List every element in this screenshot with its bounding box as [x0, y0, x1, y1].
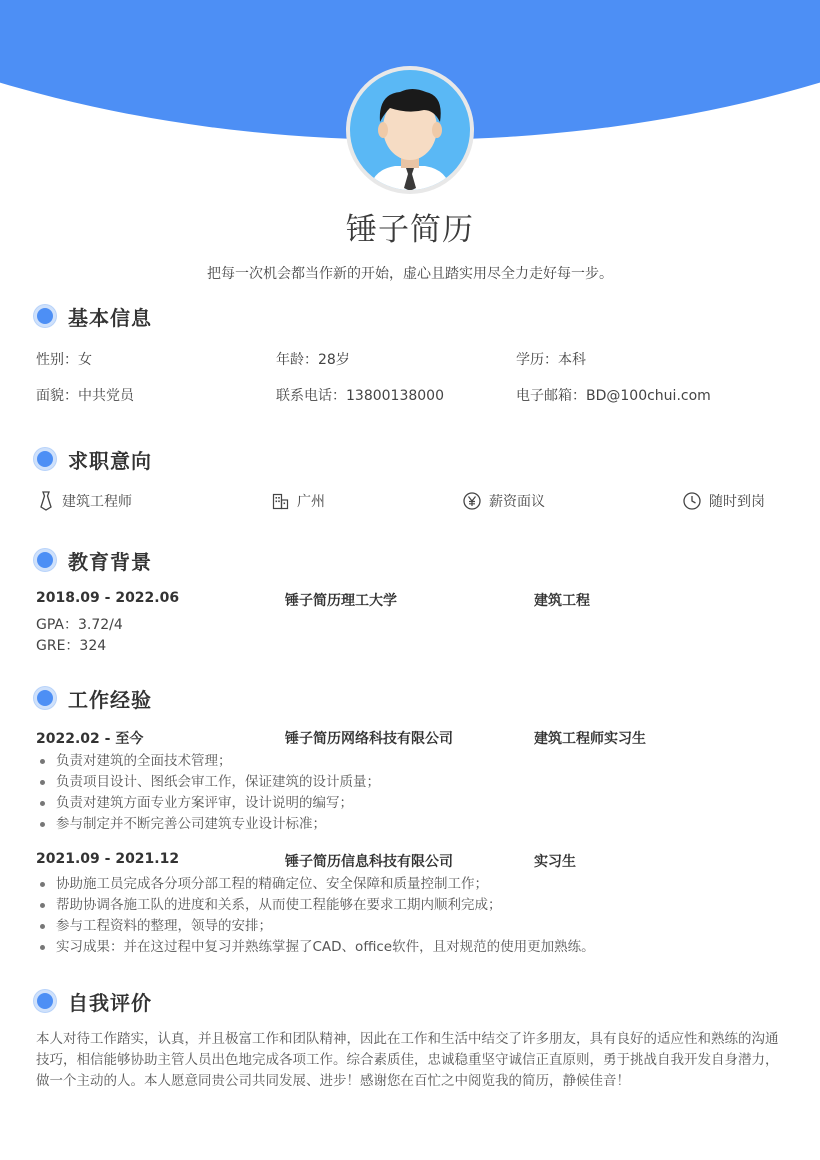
intent-position-text: 建筑工程师 — [62, 494, 132, 510]
gpa: GPA：3.72/4 — [36, 617, 123, 633]
yen-icon — [463, 492, 481, 510]
section-bullet-icon — [34, 990, 56, 1012]
duty-item: 参与制定并不断完善公司建筑专业设计标准； — [36, 814, 380, 835]
job-role: 实习生 — [534, 854, 576, 870]
job-period: 2021.09 - 2021.12 — [36, 851, 180, 867]
job-duties — [36, 874, 595, 958]
duty-item: 实习成果：并在这过程中复习并熟练掌握了CAD、office软件，且对规范的使用更加熟练。 — [36, 937, 595, 958]
duty-item: 参与工程资料的整理，领导的安排； — [36, 916, 595, 937]
job-role: 建筑工程师实习生 — [534, 731, 646, 747]
job-company: 锤子简历网络科技有限公司 — [285, 731, 453, 747]
political-status: 面貌：中共党员 — [36, 388, 134, 404]
duty-item: 负责对建筑的全面技术管理； — [36, 751, 380, 772]
building-icon — [272, 493, 289, 510]
duty-item: 负责项目设计、图纸会审工作，保证建筑的设计质量； — [36, 772, 380, 793]
section-self-eval — [34, 988, 152, 1014]
age: 年龄：28岁 — [276, 352, 350, 368]
section-bullet-icon — [34, 448, 56, 470]
self-evaluation-text: 本人对待工作踏实，认真，并且极富工作和团队精神，因此在工作和生活中结交了许多朋友，具有良好的适应性和熟练的沟通技巧，相信能够协助主管人员出色地完成各项工作。综合素质佳，忠诚稳重坚守诚信正直原则，勇于挑战自我开发自身潜力，做一个主动的人。本人愿意同贵公司共同发展、进步！感谢您在百忙之中阅览我的简历，静候佳音！ — [36, 1031, 779, 1089]
email: 电子邮箱：BD@100chui.com — [516, 388, 711, 404]
section-bullet-icon — [34, 687, 56, 709]
gender: 性别：女 — [36, 352, 92, 368]
education-major: 建筑工程 — [534, 593, 590, 609]
section-job-intent — [34, 446, 152, 472]
job-period: 2022.02 - 至今 — [36, 731, 144, 747]
education-school: 锤子简历理工大学 — [285, 593, 397, 609]
intent-availability — [683, 491, 765, 511]
section-bullet-icon — [34, 549, 56, 571]
duty-item: 协助施工员完成各分项分部工程的精确定位、安全保障和质量控制工作； — [36, 874, 595, 895]
section-title: 教育背景 — [68, 549, 152, 574]
motto: 把每一次机会都当作新的开始，虚心且踏实用尽全力走好每一步。 — [207, 266, 613, 282]
section-basic-info — [34, 303, 152, 329]
avatar — [346, 66, 474, 194]
avatar-illustration — [350, 70, 470, 190]
section-title: 基本信息 — [68, 305, 152, 330]
section-title: 工作经验 — [68, 687, 152, 712]
section-title: 求职意向 — [68, 448, 152, 473]
resume-name: 锤子简历 — [346, 212, 474, 248]
gre: GRE：324 — [36, 638, 107, 654]
clock-icon — [683, 492, 701, 510]
duty-item: 帮助协调各施工队的进度和关系，从而使工程能够在要求工期内顺利完成； — [36, 895, 595, 916]
intent-salary — [463, 491, 545, 511]
education-period: 2018.09 - 2022.06 — [36, 590, 180, 606]
section-education — [34, 547, 152, 573]
section-bullet-icon — [34, 305, 56, 327]
job-company: 锤子简历信息科技有限公司 — [285, 854, 453, 870]
intent-position — [38, 491, 132, 511]
intent-availability-text: 随时到岗 — [709, 494, 765, 510]
education-level: 学历：本科 — [516, 352, 586, 368]
intent-city — [272, 491, 325, 511]
duty-item: 负责对建筑方面专业方案评审，设计说明的编写； — [36, 793, 380, 814]
intent-salary-text: 薪资面议 — [489, 494, 545, 510]
tie-icon — [38, 491, 54, 511]
job-duties — [36, 751, 380, 835]
section-work — [34, 685, 152, 711]
phone: 联系电话：13800138000 — [276, 388, 444, 404]
section-title: 自我评价 — [68, 990, 152, 1015]
intent-city-text: 广州 — [297, 494, 325, 510]
